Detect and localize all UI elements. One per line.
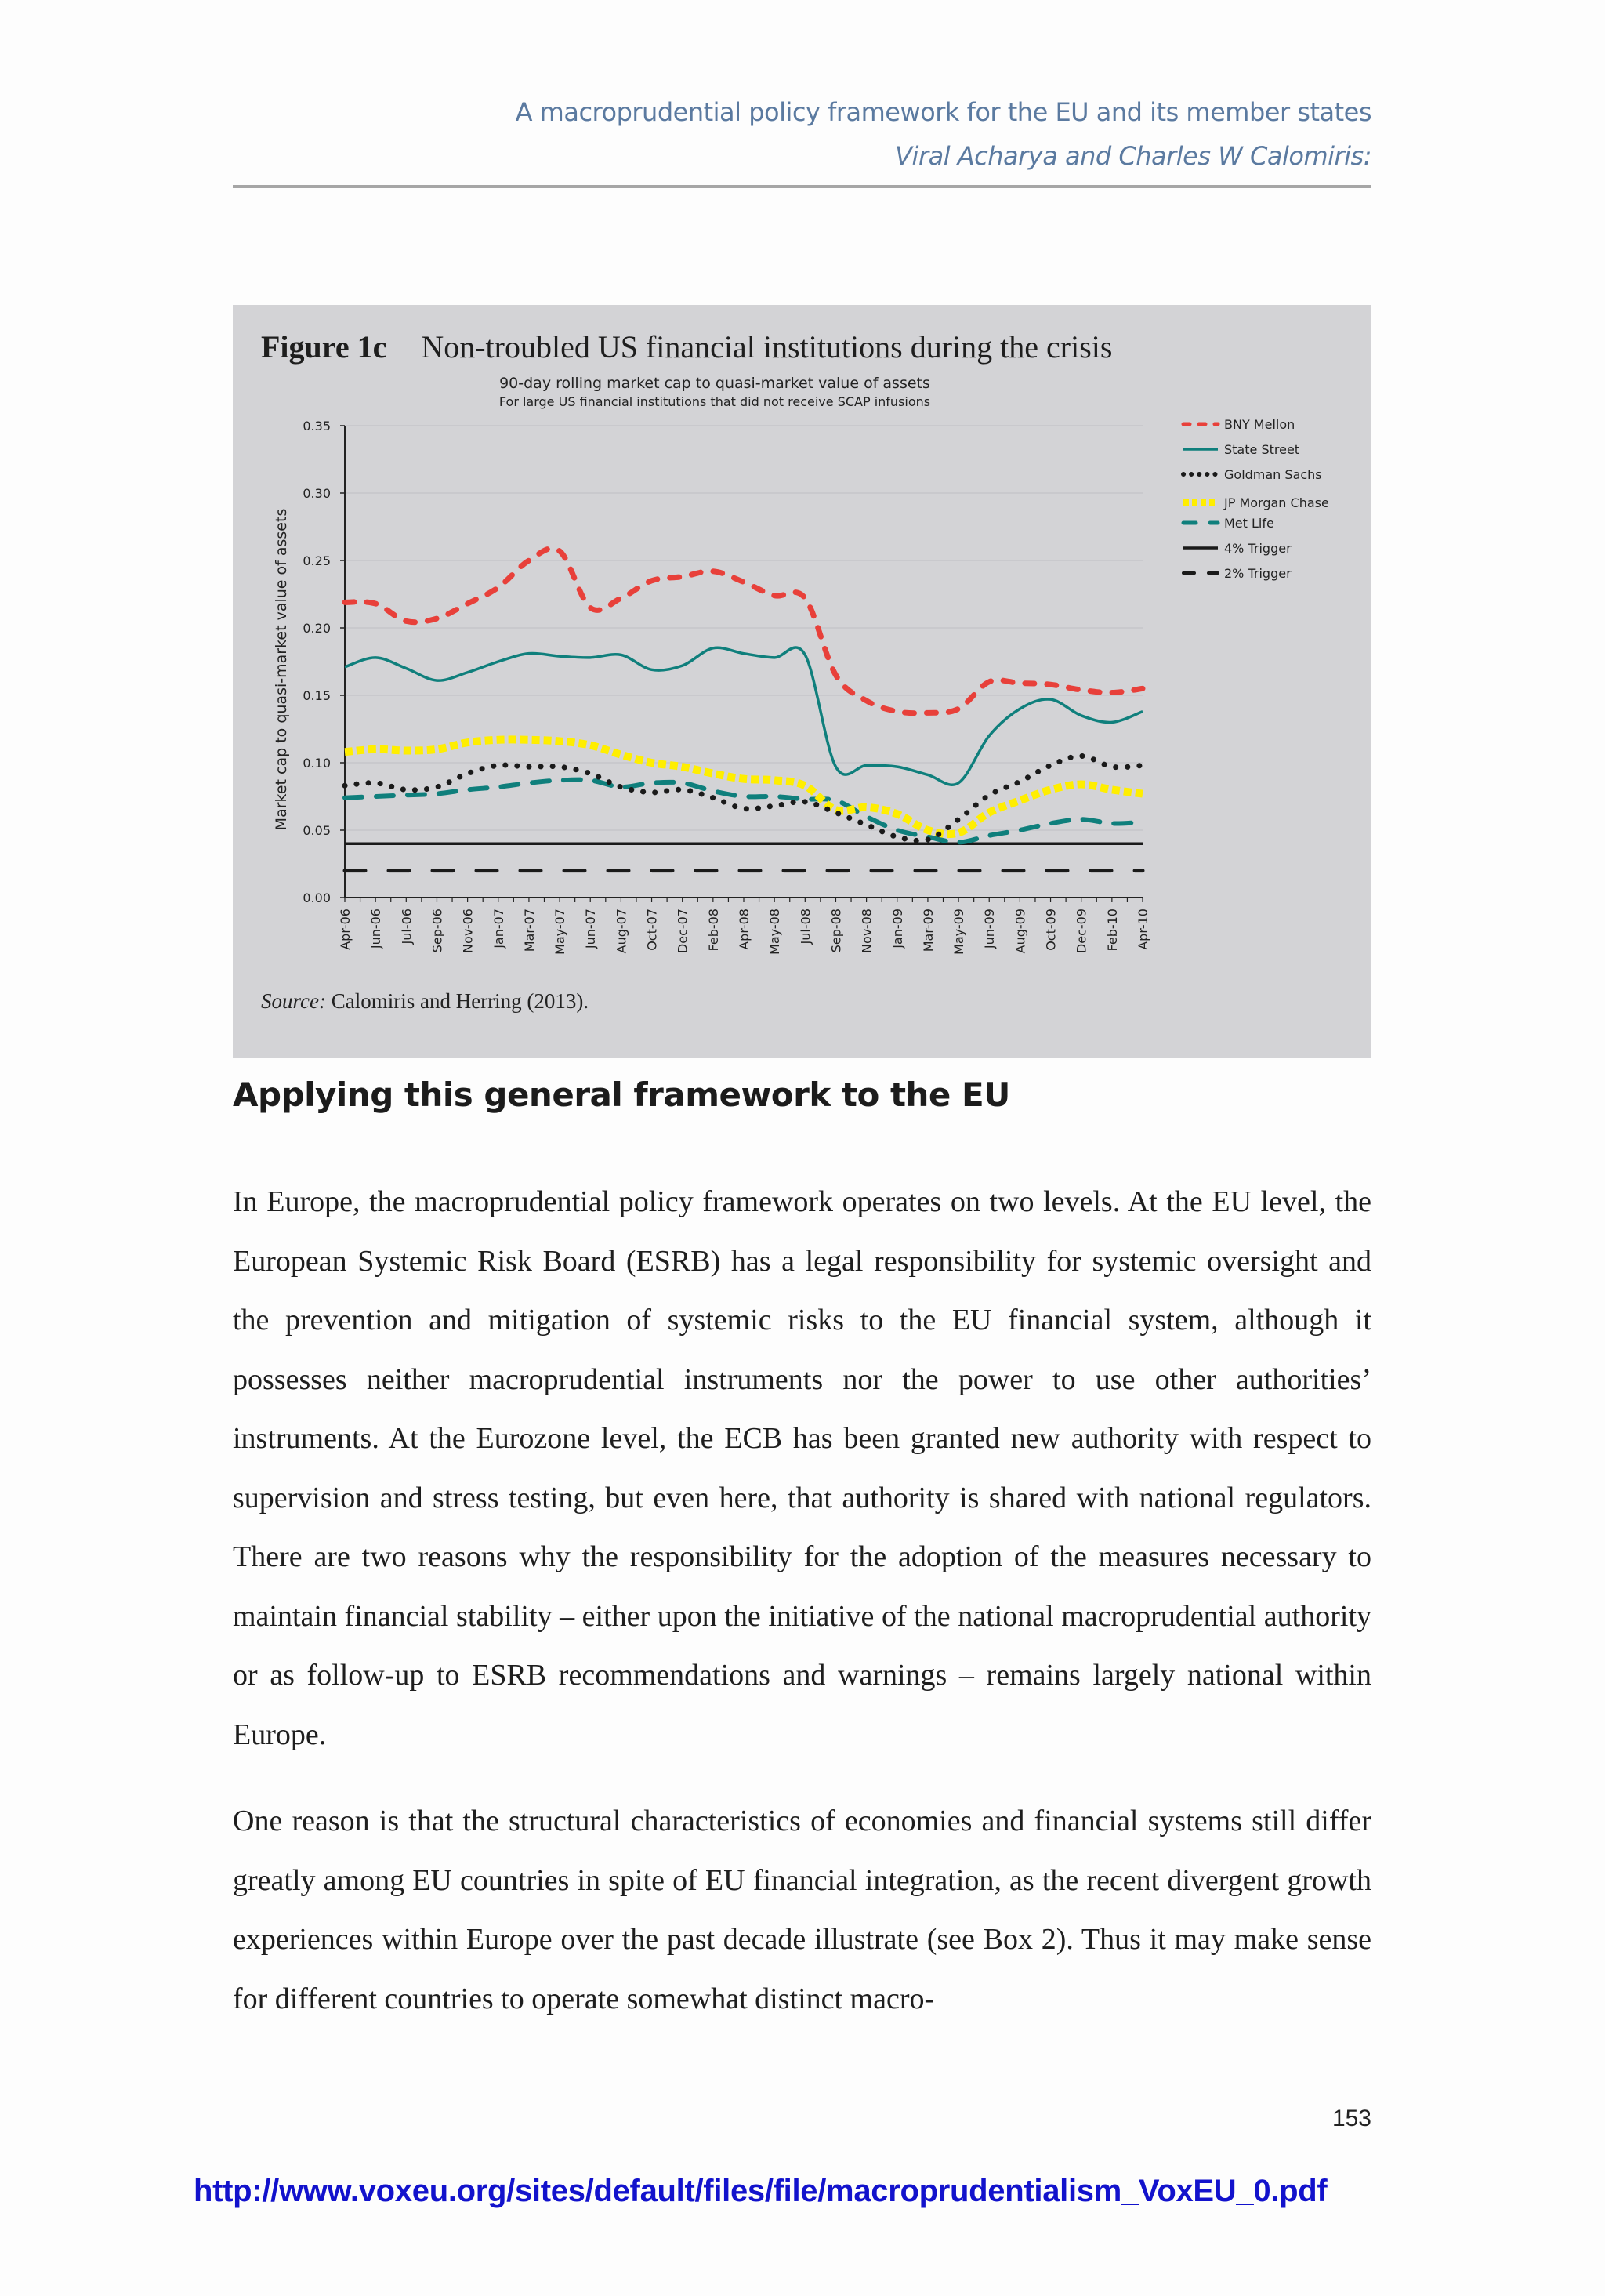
x-tick-label: Mar-07: [521, 909, 537, 952]
x-tick-label: Oct-07: [644, 909, 660, 951]
x-tick-label: Jun-06: [368, 909, 384, 949]
x-tick-label: Jan-07: [491, 909, 506, 949]
x-tick-label: May-09: [951, 909, 967, 955]
series-line-met-life: [345, 780, 1143, 843]
figure-caption: Non-troubled US financial institutions during the crisis: [421, 329, 1113, 365]
legend-label: JP Morgan Chase: [1224, 495, 1329, 510]
x-tick-label: Apr-10: [1136, 909, 1150, 950]
x-tick-label: Feb-08: [705, 909, 721, 952]
source-url-link[interactable]: http://www.voxeu.org/sites/default/files/file/macroprudentialism_VoxEU_0.pdf: [194, 2174, 1328, 2208]
x-tick-label: Dec-09: [1074, 909, 1089, 954]
x-tick-label: Apr-08: [737, 909, 752, 950]
y-tick-label: 0.20: [303, 621, 331, 636]
x-tick-label: Jan-09: [889, 909, 905, 949]
series-line-jp-morgan-chase: [345, 739, 1143, 834]
x-tick-label: Dec-07: [675, 909, 690, 954]
x-tick-label: Oct-09: [1043, 909, 1059, 951]
x-tick-label: Nov-08: [859, 909, 875, 953]
x-tick-label: Sep-08: [828, 909, 844, 953]
source-label: Source:: [261, 989, 326, 1013]
x-tick-label: May-07: [553, 909, 568, 955]
page-number: 153: [1331, 2106, 1371, 2131]
x-tick-label: Jul-06: [399, 909, 415, 945]
x-tick-label: Jun-09: [982, 909, 998, 949]
x-tick-label: Apr-06: [338, 909, 353, 950]
y-tick-label: 0.25: [303, 553, 331, 568]
x-tick-label: Feb-10: [1104, 909, 1120, 952]
section-heading: Applying this general framework to the EU: [233, 1075, 1010, 1114]
x-tick-label: Jun-07: [583, 909, 599, 949]
line-chart: [233, 305, 1371, 1058]
series-line-state-street: [345, 647, 1143, 785]
x-tick-label: Mar-09: [920, 909, 936, 952]
figure-number: Figure 1c: [261, 329, 387, 365]
series-line-bny-mellon: [345, 549, 1143, 713]
figure-box: [233, 305, 1371, 1058]
legend-label: Met Life: [1224, 516, 1274, 531]
x-tick-label: Nov-06: [460, 909, 476, 953]
running-head-authors: Viral Acharya and Charles W Calomiris:: [895, 141, 1371, 171]
y-tick-label: 0.35: [303, 419, 331, 433]
x-tick-label: Sep-06: [429, 909, 445, 953]
y-tick-label: 0.00: [303, 890, 331, 905]
figure-source: [261, 989, 589, 1014]
x-tick-label: May-08: [767, 909, 783, 955]
header-rule: [233, 185, 1371, 188]
legend-label: 4% Trigger: [1224, 541, 1292, 556]
y-tick-label: 0.30: [303, 486, 331, 501]
legend-label: Goldman Sachs: [1224, 467, 1322, 482]
running-head-title: A macroprudential policy framework for the EU and its member states: [515, 97, 1371, 127]
body-paragraph: One reason is that the structural characteristics of economies and financial systems still differ greatly among EU countries in spite of EU financial integration, as the recent divergent growth experiences within Europe over the past decade illustrate (see Box 2). Thus it may make sense for different countries to operate somewhat distinct macro-: [233, 1805, 1371, 2015]
chart-title: 90-day rolling market cap to quasi-market value of assets: [499, 375, 930, 392]
body-paragraph: In Europe, the macroprudential policy framework operates on two levels. At the EU level, the European Systemic Risk Board (ESRB) has a legal responsibility for systemic oversight and the prevention and mitigation of systemic risks to the EU financial system, although it possesses neither macroprudential instruments nor the power to use other authorities’ instruments. At the Eurozone level, the ECB has been granted new authority with respect to supervision and stress testing, but even here, that authority is shared with national regulators. There are two reasons why the responsibility for the adoption of the measures necessary to maintain financial stability – either upon the initiative of the national macroprudential authority or as follow-up to ESRB recommendations and warnings – remains largely national within Europe.: [233, 1185, 1371, 1751]
y-tick-label: 0.15: [303, 688, 331, 703]
y-axis-label: Market cap to quasi-market value of assets: [273, 508, 290, 831]
legend-label: BNY Mellon: [1224, 417, 1295, 432]
x-tick-label: Jul-08: [798, 909, 813, 945]
y-tick-label: 0.10: [303, 756, 331, 771]
y-tick-label: 0.05: [303, 823, 331, 838]
legend-label: 2% Trigger: [1224, 566, 1292, 581]
x-tick-label: Aug-09: [1013, 909, 1028, 954]
x-tick-label: Aug-07: [614, 909, 629, 954]
legend-label: State Street: [1224, 442, 1300, 457]
source-text: Calomiris and Herring (2013).: [325, 989, 589, 1013]
chart-subtitle: For large US financial institutions that did not receive SCAP infusions: [498, 394, 931, 409]
